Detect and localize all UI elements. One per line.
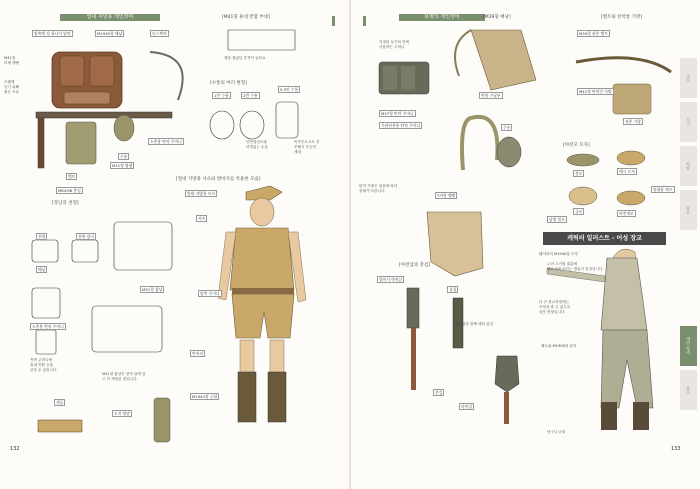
mess-kit-label: M31형 쌀냄	[112, 163, 133, 168]
ammo-pouch-label: M37형 탄약 주머니	[381, 111, 414, 116]
cap-b-label: 예시 모자	[619, 169, 635, 174]
right-page-marker	[363, 16, 366, 26]
tent-b-label: 천형 장비	[78, 234, 94, 239]
backpack-illustration	[52, 52, 122, 108]
mess-kit-label: 수통	[503, 125, 511, 130]
tent-c-label: 배낭	[38, 267, 46, 272]
cap-label: 열대 지방용 모자	[187, 191, 216, 196]
ammo-pouch-note: 지정된 무기의 칸에 사용하는 주머니	[379, 40, 410, 49]
canteen-note: 단면형점모와 마개있는 수통	[246, 140, 268, 149]
tab-weapons[interactable]: 무기	[680, 102, 697, 142]
mg-strap-label: 기관단총용 탄약 주머니	[381, 123, 421, 128]
mg-pouch-illustration	[379, 62, 429, 94]
tab-vehicles[interactable]: 차량	[680, 146, 697, 186]
shirt-label: 셔츠	[198, 216, 206, 221]
belt-bag-illustration	[576, 58, 671, 114]
bayonet-label: 총검	[435, 390, 443, 395]
ammo-bag-label: 소총용 탄약 주머니	[32, 324, 64, 329]
right-page-number: 133	[671, 446, 681, 452]
canteen-label: 수통	[120, 154, 128, 159]
shorts-label: 반바지	[192, 351, 204, 356]
tab-aviation[interactable]: 항공	[680, 190, 697, 230]
canteen-note-2: 목목부르고도 선 쿠폐식 부등만 세대	[294, 140, 320, 154]
handle-note: 야전삽	[461, 404, 473, 409]
canteen-a-label: 1번 수통	[214, 93, 229, 98]
rucksack-top-label: 반합 수납부	[481, 93, 501, 98]
cap-a-label: 정모	[575, 171, 583, 176]
leg-label: M1943형 군화	[192, 394, 218, 399]
pack-flap-label: 양쪽에 각 하나가 달린	[34, 31, 71, 36]
canteen-b-label: 2번 수통	[243, 93, 258, 98]
bayonet-illustration	[38, 118, 44, 168]
mg-section-header: [M39형 배낭]	[483, 15, 511, 20]
cap-d-label: 야전제모	[619, 211, 634, 216]
shovel-label: 접이식 야전삽	[379, 277, 403, 282]
char-note-2: 누어 초기형 권총에 필요시에 쓰이는 방효가 통상입니다.	[547, 262, 604, 271]
cap-c-label: 규모	[575, 209, 583, 214]
char-note-1: 웨이터의 M1940형 모자	[539, 252, 578, 256]
tab-sculpture[interactable]: 조각	[680, 58, 697, 98]
helmet-note: 챙을 접었던 흔적이 있어요	[224, 56, 266, 60]
pouch-illustration	[66, 122, 96, 164]
bayonet-label: M84/98 총검	[58, 188, 81, 193]
left-page-marker	[332, 16, 335, 26]
tent-a-label: 천형	[38, 234, 46, 239]
canteen-section-header: [M41형 휴대 반합 부대]	[222, 15, 270, 20]
y-strap-label: Y자형 멜빵	[437, 193, 456, 198]
puttee-illustration	[154, 398, 170, 442]
left-page	[0, 0, 349, 489]
canteen-variant-header: [수통의 여러 변형]	[210, 81, 247, 86]
sandal-label: 샌들	[56, 400, 64, 405]
y-strap-note: 모랫행 남기 위해 붙은 모습	[4, 80, 20, 94]
cup-label: 소총용 탄약 주머니	[150, 139, 182, 144]
equip-section-title: 보병의 개인장비	[399, 14, 485, 21]
char-note-3: 다 큰 장교복장에는 모양을 줄 수 있도록 겉옷 변형입니다.	[539, 300, 571, 314]
socks-label: 모직 양말	[114, 411, 130, 416]
left-page-number: 132	[10, 446, 20, 452]
bayonet-note: 야전삽과 함께 매단 총검	[455, 322, 494, 326]
tab-personal-equipment[interactable]: 개인 장비	[680, 326, 697, 366]
shoulder-strap-note: M41형 어깨 멜빵	[4, 56, 20, 65]
rucksack-label: 리스팩처	[152, 31, 167, 36]
canteen-right-illustration	[497, 137, 521, 167]
belt-section-header: [벨트와 탄약통 가방]	[601, 15, 643, 20]
kit-section-title: 열대 지방용 개인장비	[60, 14, 160, 21]
cap-section-header: [야전모 모자]	[563, 143, 590, 148]
rucksack-top-illustration	[455, 30, 536, 90]
holster-illustration	[427, 212, 483, 276]
figure-section-header: [열대 지방용 셔츠와 반바지를 착용한 모습]	[176, 177, 261, 182]
char-note-4: 벨트와 M1906형 퓨아	[541, 344, 577, 348]
sandal-illustration	[38, 420, 82, 432]
y-strap-illustration	[462, 117, 497, 170]
tent-bag-label: M31형 잡낭	[142, 287, 163, 292]
character-illustration-banner: 캐릭터 일러스트 - 어성 장교	[543, 232, 666, 245]
belt-label: M39형 권총 벨트	[579, 31, 608, 36]
strap-illustration	[150, 52, 183, 100]
officer-figure	[547, 249, 653, 430]
cap-e-label: 남방 열모	[549, 217, 565, 222]
tool-section-header: [야전삽과 총검]	[399, 263, 431, 268]
belt-illustration	[36, 112, 172, 118]
tent-section-header: [장남과 천형]	[52, 201, 79, 206]
soldier-figure	[218, 186, 306, 422]
cap-f-label: 열대용 약모	[653, 187, 673, 192]
strap-bag-label: M1939형 배낭	[97, 31, 123, 36]
belt-label: 벨트	[68, 174, 76, 179]
buckle-label: M42형 탄약간 가방	[579, 89, 612, 94]
pocket-label: 앞쪽 주머니	[200, 291, 220, 296]
caps-illustration	[567, 151, 645, 205]
shovel-case-label: 삽집	[449, 287, 457, 292]
canteen-illustration	[114, 115, 134, 141]
tab-appendix[interactable]: 부록	[680, 370, 697, 410]
canteen-c-label: 0.5번 수통	[280, 87, 299, 92]
tent-note: M41형 잡낭은 천막 뒤에 달 고 더 세밀한 편입니다.	[102, 372, 146, 381]
strap-note: 탄약 가방은 권총에 따라 형태가 다릅니다.	[359, 184, 398, 193]
pistol-bag-label: 권총 가방	[625, 119, 641, 124]
char-note-5: 당구니 군화	[547, 430, 566, 434]
left-illustrations	[0, 0, 349, 489]
tent-note-2: 측면 주머니에 휴대 반합 등을 넣을 수 있습니다.	[30, 358, 58, 372]
